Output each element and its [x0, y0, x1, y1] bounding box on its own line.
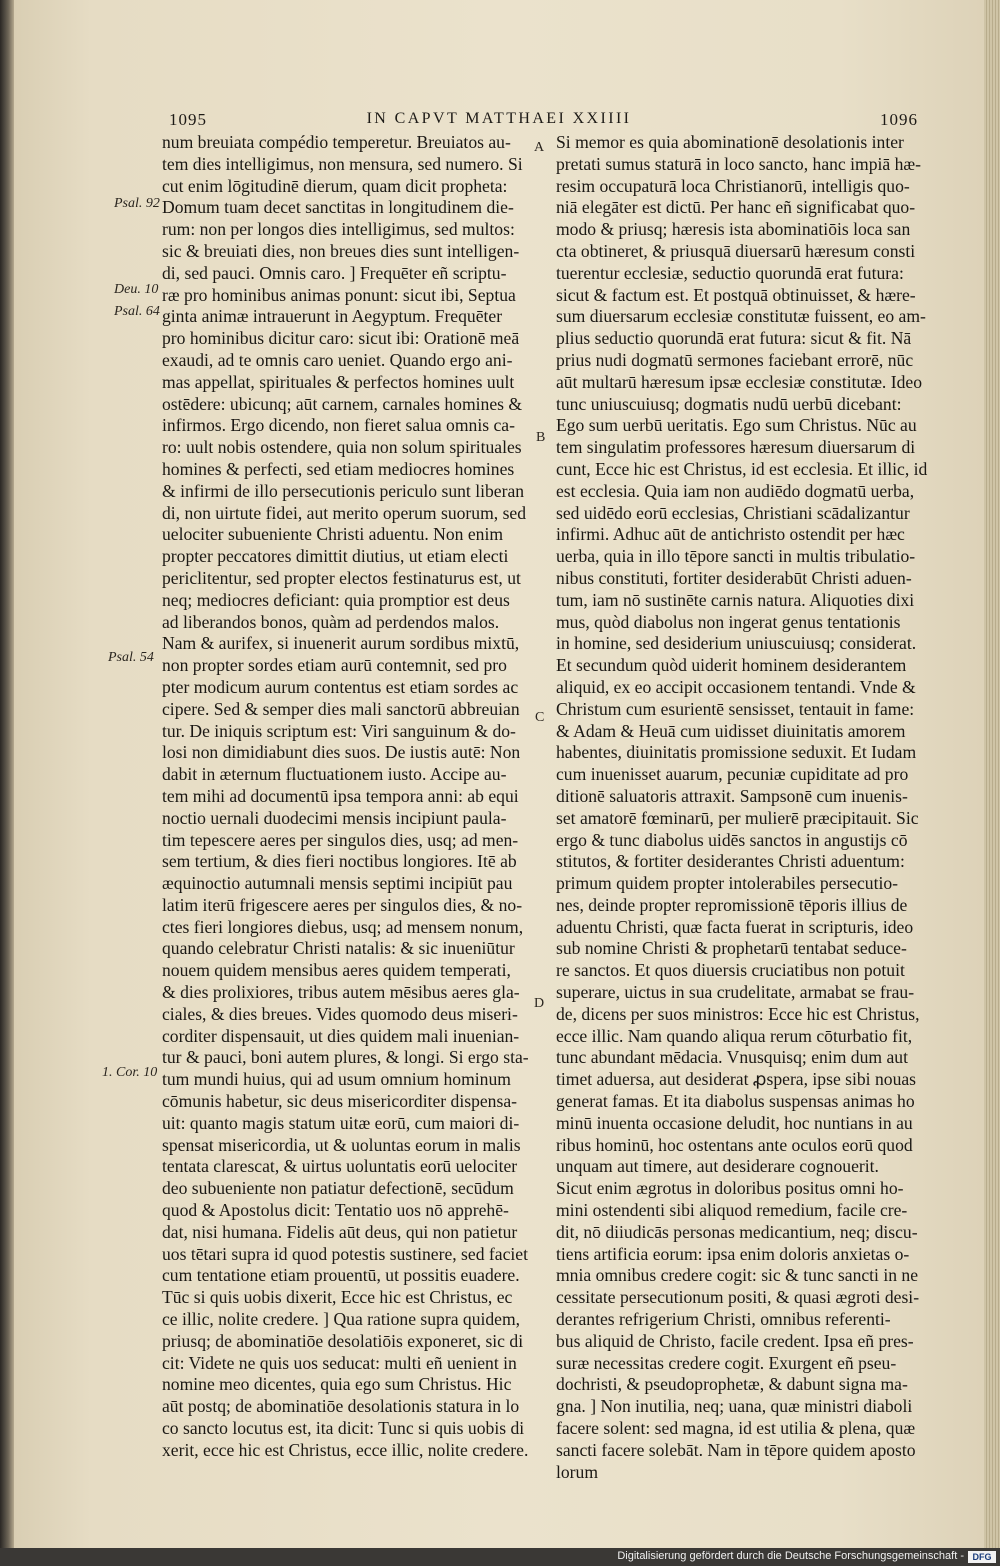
text-line: uelociter subueniente Christi aduentu. Non enim: [162, 524, 504, 545]
text-line: corditer dispensauit, ut dies quidem mali inuenian-: [162, 1025, 520, 1046]
text-line: aūt multarū hæresum ipsæ ecclesiæ constitutæ. Ideo: [556, 371, 922, 392]
text-line: di, sed pauci. Omnis caro. ] Frequēter eñ scriptu-: [162, 262, 507, 283]
section-letter: A: [534, 140, 545, 155]
dfg-logo: DFG: [968, 1551, 996, 1563]
text-line: di, non uirtute fidei, aut merito operum suorum, sed: [162, 502, 527, 523]
text-line: ginta animæ intrauerunt in Aegyptum. Frequēter: [162, 306, 503, 327]
text-line: Christum cum esurientē sensisset, tentauit in fame:: [556, 698, 915, 719]
text-line: dabit in æternum fluctuationem iusto. Accipe au-: [162, 764, 507, 785]
text-line: re sanctos. Et quos diuersis cruciatibus non potuit: [556, 960, 905, 981]
text-line: cum inuenisset auarum, pecuniæ cupiditate ad pro: [556, 764, 909, 785]
text-line: sed uidēdo eorū ecclesias, Christiani scādalizantur: [556, 502, 910, 523]
text-line: sem tertium, & dies fieri noctibus longiores. Itē ab: [162, 851, 517, 872]
text-line: minū inuenta occasione deludit, hoc nuntians in au: [556, 1112, 913, 1133]
text-line: gna. ] Non inutilia, neq; uana, quæ ministri diaboli: [556, 1396, 913, 1417]
text-line: nouem quidem mensibus aeres quidem temperati,: [162, 960, 511, 981]
text-line: nibus constituti, fortiter desiderabūt Christi aduen-: [556, 567, 912, 588]
text-line: exaudi, ad te omnis caro ueniet. Quando ergo ani-: [162, 349, 513, 370]
text-line: aduentu Christi, quæ facta fuerat in scripturis, ideo: [556, 916, 914, 937]
running-title: IN CAPVT MATTHAEI XXIIII: [366, 110, 632, 127]
text-line: stitutos, & fortiter desiderantes Christi aduentum:: [556, 851, 905, 872]
text-line: tunc abundant mēdacia. Vnusquisq; enim dum aut: [556, 1047, 908, 1068]
page-number-left: 1095: [169, 110, 207, 129]
text-line: mus, quòd diabolus non ingerat genus tentationis: [556, 611, 901, 632]
book-spine-shadow: [0, 0, 14, 1566]
text-line: tum, iam nō sustinēte carnis natura. Aliquoties dixi: [556, 589, 915, 610]
text-line: nes, deinde propter repromissionē tēporis illius de: [556, 894, 908, 915]
text-line: facere solent: sed magna, id est utilia & plena, quæ: [556, 1418, 916, 1439]
text-line: primum quidem propter intolerabiles persecutio-: [556, 873, 899, 894]
margin-reference: Deu. 10: [114, 282, 159, 297]
text-line: unquam aut timere, aut desiderare cognouerit.: [556, 1156, 879, 1177]
text-line: niā elegāter est dictū. Per hanc eñ significabat quo-: [556, 197, 916, 218]
text-line: quando celebratur Christi natalis: & sic inueniūtur: [162, 938, 515, 959]
text-line: ciales, & dies breues. Vides quomodo deus miseri-: [162, 1003, 518, 1024]
text-line: cta obtineret, & priusquā diuersarū hæresum consti: [556, 240, 916, 261]
text-line: tentata clarescat, & uirtus uoluntatis eorū uelociter: [162, 1156, 518, 1177]
text-line: Ego sum uerbū ueritatis. Ego sum Christus. Nūc au: [556, 415, 917, 436]
text-line: æquinoctio autumnali mensis septimi incipiūt pau: [162, 873, 513, 894]
text-line: pretati sumus staturā in loco sancto, hanc impiā hæ-: [556, 153, 921, 174]
section-letter: D: [534, 996, 545, 1011]
text-line: non propter sordes etiam aurū contemnit, sed pro: [162, 655, 507, 676]
text-line: infirmi. Adhuc aūt de antichristo ostendit per hæc: [556, 524, 905, 545]
text-line: uerba, quia in illo tēpore sancti in multis tribulatio-: [556, 546, 916, 567]
right-text-column: [556, 132, 951, 1483]
text-line: uit: quanto magis statum uitæ eorū, cum maiori di-: [162, 1112, 520, 1133]
text-line: Tūc si quis uobis dixerit, Ecce hic est Christus, ec: [162, 1287, 513, 1308]
footer-bar: [0, 1548, 1000, 1566]
text-line: spensat misericordia, ut & uoluntas eorum in malis: [162, 1134, 521, 1155]
text-line: ro: uult nobis ostendere, quia non solum spirituales: [162, 437, 522, 458]
text-line: ctes fieri longiores diebus, usq; ad mensem nonum,: [162, 916, 524, 937]
text-line: propter peccatores dimittit diutius, ut etiam electi: [162, 546, 509, 567]
text-line: cōmunis habetur, sic deus misericorditer dispensa-: [162, 1091, 517, 1112]
text-line: cut enim lōgitudinē dierum, quam dicit propheta:: [162, 175, 508, 196]
text-line: cunt, Ecce hic est Christus, id est ecclesia. Et illic, id: [556, 458, 928, 479]
text-line: plius seductio quorundā erat futura: sicut & fit. Nā: [556, 328, 912, 349]
text-line: dochristi, & pseudoprophetæ, & dabunt signa ma-: [556, 1374, 908, 1395]
text-line: ostēdere: ubicunq; aūt carnem, carnales homines &: [162, 393, 523, 414]
text-line: pter modicum aurum contentus est etiam sordes ac: [162, 676, 519, 697]
text-line: prius nudi dogmatū sermones faciebant errorē, nūc: [556, 349, 914, 370]
text-line: priusq; de abominatiōe desolatiōis exponeret, sic di: [162, 1330, 524, 1351]
text-line: cit: Videte ne quis uos seducat: multi eñ uenient in: [162, 1352, 517, 1373]
text-line: & infirmi de illo persecutionis periculo sunt liberan: [162, 480, 525, 501]
text-line: tim tepescere aeres per singulos dies, usq; ad men-: [162, 829, 519, 850]
section-letter: C: [535, 710, 545, 725]
text-line: suræ necessitas credere cogit. Exurgent eñ pseu-: [556, 1352, 897, 1373]
text-line: ecce illic. Nam quando aliqua rerum cōturbatio fit,: [556, 1025, 913, 1046]
text-line: derantes refrigerium Christi, omnibus referenti-: [556, 1309, 891, 1330]
text-line: tum mundi huius, qui ad usum omnium hominum: [162, 1069, 511, 1090]
text-line: sub nomine Christi & prophetarū tentabat seduce-: [556, 938, 907, 959]
text-line: ad liberandos bonos, quàm ad perdendos malos.: [162, 611, 500, 632]
text-line: infirmos. Ergo dicendo, non fieret salua omnis ca-: [162, 415, 515, 436]
text-line: co sancto locutus est, ita dicit: Tunc si quis uobis di: [162, 1418, 525, 1439]
margin-reference: Psal. 92: [114, 196, 160, 211]
text-line: Nam & aurifex, si inuenerit aurum sordibus mixtū,: [162, 633, 520, 654]
text-line: dit, nō diiudicās personas medicantium, neq; discu-: [556, 1221, 918, 1242]
text-line: ce illic, nolite credere. ] Qua ratione supra quidem,: [162, 1309, 521, 1330]
text-line: neq; mediocres deficiant: quia promptior est deus: [162, 589, 510, 610]
text-line: superare, uictus in sua crudelitate, armabat se frau-: [556, 982, 915, 1003]
text-line: ergo & tunc diabolus uidēs sanctos in angustijs cō: [556, 829, 908, 850]
text-line: ribus hominū, hoc ostentans ante oculos eorū quod: [556, 1134, 913, 1155]
margin-reference: Psal. 54: [108, 650, 154, 665]
text-line: & dies prolixiores, tribus autem mēsibus aeres gla-: [162, 982, 520, 1003]
text-line: sicut & factum est. Et postquā obtinuisset, & hære-: [556, 284, 916, 305]
text-line: tur & pauci, boni autem plures, & longi. Si ergo sta-: [162, 1047, 529, 1068]
text-line: sancti facere solebāt. Nam in tēpore quidem aposto: [556, 1439, 916, 1460]
funding-notice: Digitalisierung gefördert durch die Deutsche Forschungsgemeinschaft -: [617, 1550, 964, 1562]
text-line: pro hominibus dicitur caro: sicut ibi: Orationē meā: [162, 328, 520, 349]
section-letter: B: [536, 430, 546, 445]
text-line: bus aliquid de Christo, facile credent. Ipsa eñ pres-: [556, 1330, 914, 1351]
page-edge-stack: [984, 0, 1000, 1548]
book-page: [14, 0, 984, 1548]
text-line: sum diuersarum ecclesiæ constitutæ fuissent, eo am-: [556, 306, 926, 327]
text-line: in homine, sed desiderium uniuscuiusq; considerat.: [556, 633, 917, 654]
text-line: tem singulatim professores hæresum diuersarum di: [556, 437, 916, 458]
text-line: generat famas. Et ita diabolus suspensas animas ho: [556, 1091, 915, 1112]
text-line: cum tentatione etiam prouentū, ut possitis euadere.: [162, 1265, 520, 1286]
text-line: cessitate persecutionum positi, & quasi ægroti desi-: [556, 1287, 920, 1308]
text-line: de, dicens per suos ministros: Ecce hic est Christus,: [556, 1003, 920, 1024]
text-line: timet aduersa, aut desiderat ꝓspera, ipse sibi nouas: [556, 1069, 917, 1090]
text-line: periclitentur, sed propter electos festinaturus est, ut: [162, 567, 521, 588]
text-line: set amatorē fœminarū, per mulierē præcipitauit. Sic: [556, 807, 919, 828]
text-line: modo & priusq; hæresis ista abominatiōis loca san: [556, 219, 911, 240]
text-line: habentes, diuinitatis promissione seduxit. Et Iudam: [556, 742, 917, 763]
text-line: Si memor es quia abominationē desolationis inter: [556, 132, 904, 152]
text-line: aūt postq; de abominatiōe desolationis statura in lo: [162, 1396, 520, 1417]
text-line: nomine meo dicentes, quia ego sum Christus. Hic: [162, 1374, 512, 1395]
margin-reference: 1. Cor. 10: [102, 1065, 158, 1080]
text-line: uos tētari supra id quod potestis sustinere, sed faciet: [162, 1243, 528, 1264]
text-line: Sicut enim ægrotus in doloribus positus omni ho-: [556, 1178, 904, 1199]
text-line: tunc uniuscuiusq; dogmatis nudū uerbū dicebant:: [556, 393, 902, 414]
text-line: noctio uernali duodecimi mensis incipiunt paula-: [162, 807, 507, 828]
text-line: tur. De iniquis scriptum est: Viri sanguinum & do-: [162, 720, 516, 741]
text-line: homines & perfecti, sed etiam mediocres homines: [162, 458, 515, 479]
page-number-right: 1096: [880, 110, 918, 129]
text-line: num breuiata compédio temperetur. Breuiatos au-: [162, 132, 511, 152]
text-line: quod & Apostolus dicit: Tentatio uos nō apprehē-: [162, 1200, 509, 1221]
text-line: Et secundum quòd uiderit hominem desiderantem: [556, 655, 907, 676]
text-line: xerit, ecce hic est Christus, ecce illic, nolite credere.: [162, 1439, 529, 1460]
text-line: losi non dimidiabunt dies suos. De iustis autē: Non: [162, 742, 521, 763]
text-line: tiens artificia eorum: ipsa enim doloris anxietas o-: [556, 1243, 910, 1264]
text-line: tem dies intelligimus, non mensura, sed numero. Si: [162, 153, 523, 174]
text-line: ditionē saluatoris attraxit. Sampsonē cum inuenis-: [556, 785, 908, 806]
text-line: latim iterū frigescere aeres per singulos dies, & no-: [162, 894, 523, 915]
text-line: mnia omnibus credere cogit: sic & tunc sancti in ne: [556, 1265, 919, 1286]
text-line: dat, nisi humana. Fidelis aūt deus, qui non patietur: [162, 1221, 518, 1242]
text-line: tem mihi ad documentū ipsa tempora anni: ab equi: [162, 785, 519, 806]
text-line: sic & breuiati dies, non breues dies sunt intelligen-: [162, 240, 520, 261]
text-line: resim occupaturā loca Christianorū, intelligis quo-: [556, 175, 910, 196]
text-line: Domum tuam decet sanctitas in longitudinem die-: [162, 197, 514, 218]
text-line: lorum: [556, 1461, 599, 1482]
text-line: deo subueniente non patiatur defectionē, secūdum: [162, 1178, 514, 1199]
margin-reference: Psal. 64: [114, 304, 160, 319]
text-line: cipere. Sed & semper dies mali sanctorū abbreuian: [162, 698, 520, 719]
text-line: mas appellat, spirituales & perfectos homines uult: [162, 371, 515, 392]
text-line: & Adam & Heuā cum uidisset diuinitatis amorem: [556, 720, 906, 741]
text-line: rum: non per longos dies intelligimus, sed multos:: [162, 219, 515, 240]
text-line: aliquid, ex eo accipit occasionem tentandi. Vnde &: [556, 676, 916, 697]
text-line: est ecclesia. Quia iam non audiēdo dogmatū uerba,: [556, 480, 915, 501]
text-line: tuerentur ecclesiæ, seductio quorundā erat futura:: [556, 262, 904, 283]
text-line: mini ostendenti sibi aliquod remedium, facile cre-: [556, 1200, 908, 1221]
left-text-column: [162, 132, 544, 1462]
text-line: ræ pro hominibus animas ponunt: sicut ibi, Septua: [162, 284, 516, 305]
